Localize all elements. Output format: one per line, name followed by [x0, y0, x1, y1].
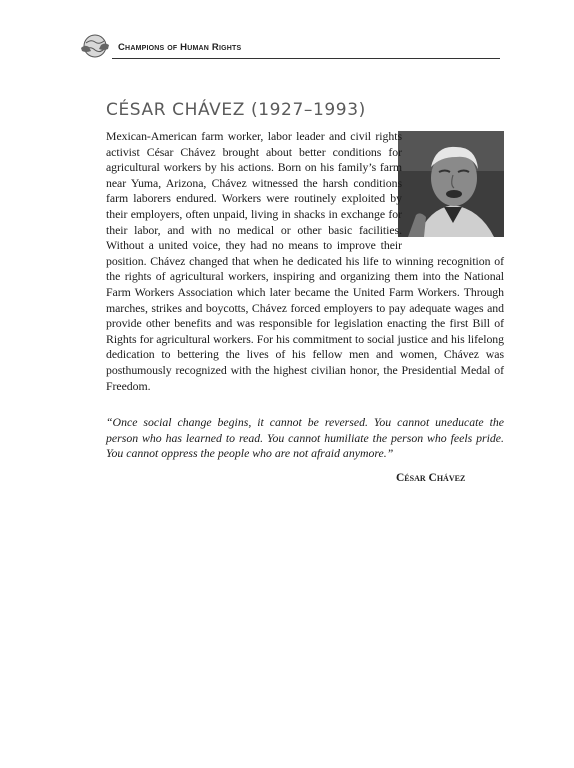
globe-hands-logo-icon — [80, 32, 110, 60]
photo-spacer — [402, 129, 504, 241]
quote-attribution: César Chávez — [396, 472, 466, 484]
section-title: Champions of Human Rights — [118, 42, 242, 53]
header-divider — [112, 58, 500, 59]
article-quote: “Once social change begins, it cannot be reversed. You cannot uneducate the person who has learned to read. You cannot humiliate the person who feels pride. You cannot oppress the people who are not afraid anymore.” — [106, 415, 504, 461]
article-body — [106, 129, 504, 394]
article-body-text: Mexican-American farm worker, labor leader and civil rights activist César Chávez brought about better conditions for agricultural workers by his actions. Born on his family’s farm near Yuma, Arizona, Chávez witnessed the harsh conditions farm laborers endured. Workers were routinely exploited by their employers, often unpaid, living in shacks in exchange for their labor, and with no medical or other basic facilities. Without a united voice, they had no means to improve their position. Chávez changed that when he dedicated his life to winning recognition of the rights of agricultural workers, inspiring and organizing them into the National Farm Workers Association which later became the United Farm Workers. Through marches, strikes and boycotts, Chávez forced employers to pay adequate wages and provide other benefits and was responsible for legislation enacting the first Bill of Rights for agricultural workers. For his commitment to social justice and his lifelong dedication to bettering the lives of his fellow men and women, Chávez was posthumously recognized with the highest civilian honor, the Presidential Medal of Freedom. — [106, 129, 504, 393]
page-header — [78, 32, 500, 60]
article-title: CÉSAR CHÁVEZ (1927–1993) — [106, 100, 366, 120]
